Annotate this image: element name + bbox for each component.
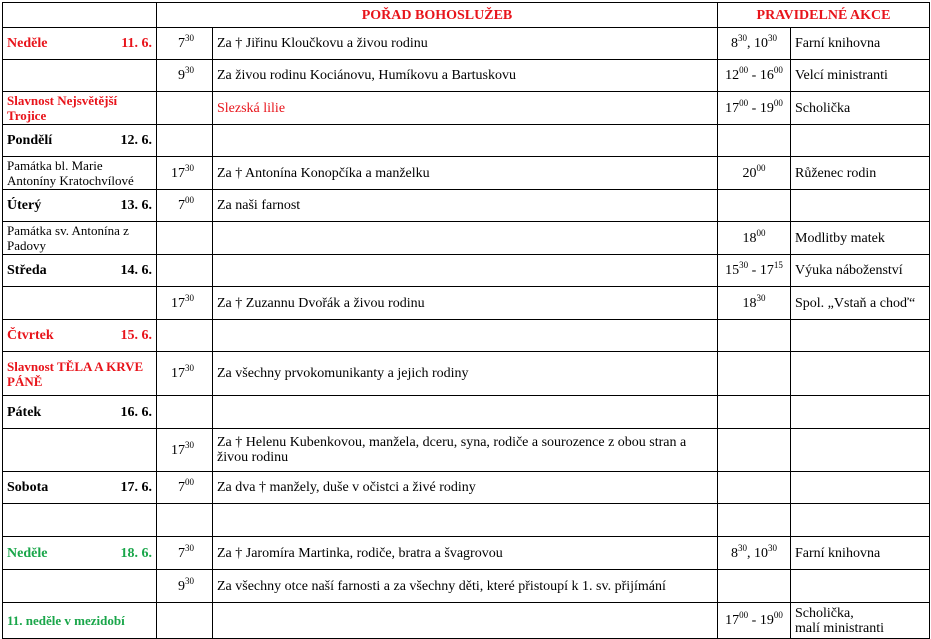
event-name-cell	[791, 352, 930, 396]
event-time-hour: 10	[754, 545, 768, 561]
mass-intention: Za dva † manžely, duše v očistci a živé rodiny	[217, 480, 476, 495]
event-name-line2: malí ministranti	[795, 620, 885, 636]
day-name: Pondělí	[7, 133, 53, 148]
mass-intention-cell	[213, 504, 718, 537]
time-separator: -	[748, 263, 760, 278]
day-cell	[3, 287, 157, 320]
event-time-cell	[718, 352, 791, 396]
day-name: Neděle	[7, 36, 48, 51]
time-separator: -	[748, 68, 760, 83]
event-name-cell	[791, 287, 930, 320]
time-separator: ,	[747, 36, 754, 51]
regular-events-title: PRAVIDELNÉ AKCE	[718, 3, 930, 28]
day-date: 18. 6.	[120, 545, 152, 561]
event-time-cell	[718, 190, 791, 222]
mass-intention-cell	[213, 190, 718, 222]
mass-time-cell	[157, 429, 213, 472]
event-time-cell	[718, 222, 791, 255]
table-row	[3, 472, 930, 504]
event-name-cell	[791, 472, 930, 504]
mass-intention-cell	[213, 320, 718, 352]
mass-time-hour: 7	[178, 480, 185, 495]
day-subtitle: 11. neděle v mezidobí	[7, 613, 125, 628]
table-row	[3, 570, 930, 603]
event-time-minute: 00	[773, 97, 783, 108]
event-name-cell	[791, 570, 930, 603]
event-time-hour: 8	[731, 36, 738, 51]
event-time-hour: 19	[759, 100, 774, 116]
mass-intention: Za † Zuzannu Dvořák a živou rodinu	[217, 295, 425, 311]
event-time-cell	[718, 429, 791, 472]
mass-time-cell	[157, 92, 213, 125]
mass-intention-cell	[213, 396, 718, 429]
mass-intention-cell	[213, 352, 718, 396]
mass-time-cell	[157, 190, 213, 222]
mass-intention-cell	[213, 157, 718, 190]
mass-intention-cell	[213, 603, 718, 639]
mass-time-hour: 7	[178, 545, 185, 561]
day-cell	[3, 504, 157, 537]
day-cell	[3, 537, 157, 570]
mass-intention: Slezská lilie	[217, 100, 286, 116]
event-time-minute: 30	[739, 260, 749, 270]
event-time-minute: 00	[773, 65, 783, 75]
event-time-hour: 10	[754, 36, 768, 51]
day-date: 16. 6.	[120, 404, 152, 420]
event-name-cell	[791, 92, 930, 125]
event-time-minute: 00	[739, 610, 749, 620]
mass-intention: Za živou rodinu Kociánovu, Humíkovu a Bartuskovu	[217, 68, 517, 83]
day-cell	[3, 190, 157, 222]
mass-intention-cell	[213, 287, 718, 320]
event-name-cell	[791, 537, 930, 570]
day-date: 11. 6.	[121, 36, 152, 51]
event-time-minute: 00	[739, 97, 749, 108]
table-row	[3, 255, 930, 287]
table-row	[3, 60, 930, 92]
mass-time-cell	[157, 28, 213, 60]
mass-time-minute: 00	[185, 195, 194, 205]
event-name-cell	[791, 429, 930, 472]
event-name: Farní knihovna	[795, 36, 881, 51]
day-name: Úterý	[7, 198, 42, 213]
event-time-hour: 16	[759, 68, 774, 83]
mass-time-hour: 9	[178, 578, 185, 594]
day-cell	[3, 222, 157, 255]
event-time-cell	[718, 320, 791, 352]
table-row	[3, 429, 930, 472]
mass-time-cell	[157, 570, 213, 603]
time-separator: -	[748, 613, 760, 628]
day-name: Čtvrtek	[7, 328, 54, 343]
mass-intention-cell	[213, 92, 718, 125]
time-separator: -	[748, 100, 760, 116]
mass-time-hour: 17	[171, 366, 185, 381]
table-row	[3, 157, 930, 190]
event-time-hour: 17	[725, 613, 740, 628]
mass-intention: Za všechny otce naší farnosti a za všechny děti, které přistoupí k 1. sv. přijímání	[217, 578, 666, 594]
mass-intention: Za † Helenu Kubenkovou, manžela, dceru, syna, rodiče a sourozence z obou stran a živou rodinu	[217, 435, 687, 465]
event-time-hour: 18	[742, 230, 757, 246]
event-time-minute: 00	[739, 65, 749, 75]
mass-time-cell	[157, 255, 213, 287]
event-time-hour: 17	[725, 100, 740, 116]
day-cell	[3, 28, 157, 60]
time-separator: ,	[747, 545, 754, 561]
day-name: Středa	[7, 263, 47, 278]
day-date: 12. 6.	[120, 133, 152, 148]
mass-time-cell	[157, 60, 213, 92]
day-cell	[3, 603, 157, 639]
event-time-minute: 30	[768, 542, 777, 553]
event-name-cell	[791, 504, 930, 537]
day-cell	[3, 396, 157, 429]
mass-intention: Za † Jaromíra Martinka, rodiče, bratra a švagrovou	[217, 545, 503, 561]
event-time-hour: 12	[725, 68, 740, 83]
event-time-hour: 20	[742, 165, 757, 181]
table-row	[3, 222, 930, 255]
mass-time-cell	[157, 125, 213, 157]
day-cell	[3, 320, 157, 352]
table-row	[3, 28, 930, 60]
day-date: 14. 6.	[120, 263, 152, 278]
event-name: Velcí ministranti	[795, 68, 888, 83]
day-cell	[3, 60, 157, 92]
mass-time-minute: 30	[185, 292, 194, 303]
event-time-minute: 00	[756, 227, 766, 238]
mass-time-hour: 9	[178, 68, 185, 83]
day-date: 15. 6.	[120, 328, 152, 343]
event-time-cell	[718, 537, 791, 570]
day-cell	[3, 255, 157, 287]
mass-intention-cell	[213, 255, 718, 287]
event-time-hour: 8	[731, 545, 738, 561]
event-time-cell	[718, 60, 791, 92]
mass-time-cell	[157, 320, 213, 352]
day-cell	[3, 125, 157, 157]
event-name-cell	[791, 28, 930, 60]
day-cell	[3, 352, 157, 396]
event-time-minute: 30	[768, 33, 777, 43]
mass-time-hour: 17	[171, 295, 185, 311]
mass-time-hour: 7	[178, 198, 185, 213]
mass-time-minute: 30	[185, 65, 194, 75]
mass-time-cell	[157, 504, 213, 537]
mass-intention-cell	[213, 222, 718, 255]
event-time-cell	[718, 125, 791, 157]
table-row	[3, 320, 930, 352]
event-time-hour: 19	[759, 613, 774, 628]
event-name-cell	[791, 603, 930, 639]
event-name: Farní knihovna	[795, 545, 881, 561]
event-time-hour: 17	[759, 263, 774, 278]
mass-intention-cell	[213, 429, 718, 472]
event-name: Scholička	[795, 100, 851, 116]
header-blank	[3, 3, 157, 28]
event-time-cell	[718, 472, 791, 504]
mass-time-hour: 7	[178, 36, 185, 51]
mass-intention-cell	[213, 28, 718, 60]
event-time-cell	[718, 28, 791, 60]
mass-time-hour: 17	[171, 165, 185, 181]
mass-time-minute: 30	[185, 162, 194, 173]
event-name-cell	[791, 60, 930, 92]
day-cell	[3, 472, 157, 504]
day-name: Sobota	[7, 480, 49, 495]
mass-time-cell	[157, 537, 213, 570]
day-date: 17. 6.	[120, 480, 152, 495]
mass-time-cell	[157, 396, 213, 429]
mass-intention: Za všechny prvokomunikanty a jejich rodiny	[217, 366, 469, 381]
event-time-cell	[718, 287, 791, 320]
day-name: Neděle	[7, 545, 48, 561]
event-time-minute: 30	[738, 33, 747, 43]
day-subtitle: Památka bl. Marie Antoníny Kratochvílové	[7, 158, 134, 188]
event-name-cell	[791, 320, 930, 352]
mass-intention: Za † Antonína Konopčíka a manželku	[217, 165, 430, 181]
mass-time-minute: 30	[185, 33, 194, 43]
event-name-cell	[791, 255, 930, 287]
table-row	[3, 287, 930, 320]
mass-time-minute: 30	[185, 542, 194, 553]
mass-intention-cell	[213, 60, 718, 92]
event-name-cell	[791, 157, 930, 190]
mass-time-cell	[157, 222, 213, 255]
mass-time-minute: 30	[185, 575, 194, 586]
mass-time-cell	[157, 157, 213, 190]
day-cell	[3, 570, 157, 603]
day-cell	[3, 92, 157, 125]
event-time-minute: 00	[773, 610, 783, 620]
mass-time-minute: 00	[185, 477, 194, 487]
event-time-minute: 30	[756, 292, 766, 303]
day-subtitle: Památka sv. Antonína z Padovy	[7, 223, 129, 253]
event-name-cell	[791, 222, 930, 255]
event-time-cell	[718, 92, 791, 125]
mass-time-minute: 30	[185, 439, 194, 450]
event-time-minute: 30	[738, 542, 747, 553]
event-name: Výuka náboženství	[795, 263, 903, 278]
mass-time-cell	[157, 603, 213, 639]
mass-intention-cell	[213, 570, 718, 603]
day-name: Pátek	[7, 404, 42, 420]
table-row	[3, 92, 930, 125]
event-name-cell	[791, 190, 930, 222]
day-subtitle: Slavnost Nejsvětější Trojice	[7, 93, 118, 123]
event-name: Růženec rodin	[795, 165, 877, 181]
day-date: 13. 6.	[120, 198, 152, 213]
mass-time-cell	[157, 472, 213, 504]
mass-intention-cell	[213, 125, 718, 157]
schedule-table	[2, 2, 930, 639]
mass-time-minute: 30	[185, 363, 194, 373]
event-name: Modlitby matek	[795, 230, 885, 246]
mass-intention: Za † Jiřinu Kloučkovu a živou rodinu	[217, 36, 428, 51]
header-row	[3, 3, 930, 28]
mass-time-cell	[157, 287, 213, 320]
table-row	[3, 603, 930, 639]
table-row	[3, 504, 930, 537]
event-name: Scholička,	[795, 605, 854, 621]
day-cell	[3, 157, 157, 190]
mass-schedule-title: POŘAD BOHOSLUŽEB	[157, 3, 718, 28]
event-time-cell	[718, 603, 791, 639]
event-time-hour: 18	[742, 295, 757, 311]
event-time-minute: 00	[756, 162, 766, 173]
table-row	[3, 537, 930, 570]
mass-intention-cell	[213, 537, 718, 570]
event-time-cell	[718, 504, 791, 537]
table-row	[3, 396, 930, 429]
event-time-minute: 15	[773, 260, 783, 270]
mass-time-cell	[157, 352, 213, 396]
event-time-hour: 15	[725, 263, 740, 278]
event-name-cell	[791, 396, 930, 429]
mass-intention-cell	[213, 472, 718, 504]
event-time-cell	[718, 255, 791, 287]
event-time-cell	[718, 396, 791, 429]
table-row	[3, 190, 930, 222]
day-cell	[3, 429, 157, 472]
table-row	[3, 352, 930, 396]
mass-intention: Za naši farnost	[217, 198, 301, 213]
event-time-cell	[718, 570, 791, 603]
event-name: Spol. „Vstaň a choď“	[795, 295, 916, 311]
day-subtitle: Slavnost TĚLA A KRVE PÁNĚ	[7, 358, 144, 389]
event-name-cell	[791, 125, 930, 157]
mass-time-hour: 17	[171, 442, 185, 458]
event-time-cell	[718, 157, 791, 190]
table-row	[3, 125, 930, 157]
